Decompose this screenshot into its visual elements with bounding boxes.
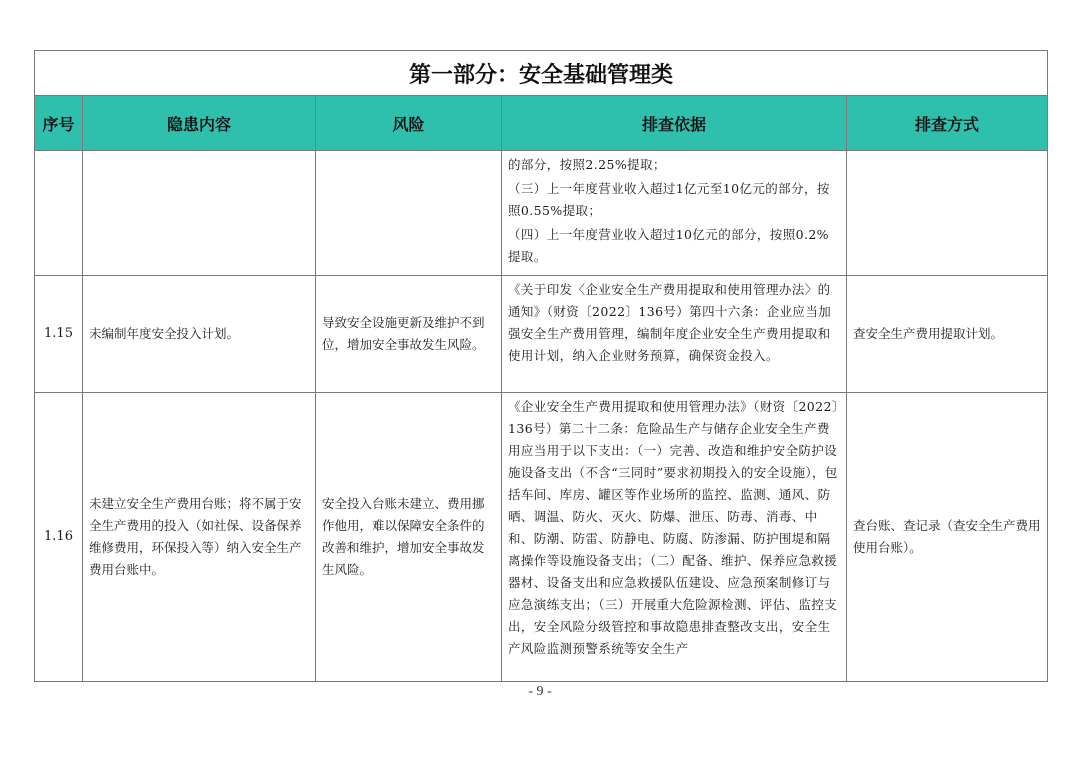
row-number: 1.16: [35, 393, 83, 682]
header-serial: 序号: [35, 96, 83, 151]
header-hazard-content: 隐患内容: [83, 96, 316, 151]
basis-text: [502, 393, 847, 682]
basis-paragraph: 《企业安全生产费用提取和使用管理办法》（财资〔2022〕136号）第二十二条：危险品生产与储存企业安全生产费用应当用于以下支出：（一）完善、改造和维护安全防护设施设备支出（不含“三同时”要求初期投入的安全设施），包括车间、库房、罐区等作业场所的监控、监测、通风、防晒、调温、防火、灭火、防爆、泄压、防毒、消毒、中和、防潮、防雷、防静电、防腐、防渗漏、防护围堤和隔离操作等设施设备支出；（二）配备、维护、保养应急救援器材、设备支出和应急救援队伍建设、应急预案制修订与应急演练支出；（三）开展重大危险源检测、评估、监控支出，安全风险分级管控和事故隐患排查整改支出，安全生产风险监测预警系统等安全生产: [508, 399, 839, 656]
table-row: [35, 151, 1048, 276]
basis-text: [502, 276, 847, 393]
header-risk: 风险: [316, 96, 502, 151]
check-method: 查台账、查记录（查安全生产费用使用台账）。: [847, 393, 1048, 682]
row-number: 1.15: [35, 276, 83, 393]
hazard-content: [83, 151, 316, 276]
table-header-row: [35, 96, 1048, 151]
basis-text: [502, 151, 847, 276]
page-number: - 9 -: [528, 684, 552, 699]
hazard-table: [34, 50, 1048, 682]
basis-paragraph: 的部分，按照2.25%提取；: [508, 157, 666, 172]
risk-text: 安全投入台账未建立、费用挪作他用，难以保障安全条件的改善和维护，增加安全事故发生风险。: [316, 393, 502, 682]
row-number: [35, 151, 83, 276]
basis-paragraph: （三）上一年度营业收入超过1亿元至10亿元的部分，按照0.55%提取；: [508, 181, 830, 218]
header-method: 排查方式: [847, 96, 1048, 151]
risk-text: 导致安全设施更新及维护不到位，增加安全事故发生风险。: [316, 276, 502, 393]
header-basis: 排查依据: [502, 96, 847, 151]
table-row: [35, 276, 1048, 393]
table-title: 第一部分：安全基础管理类: [35, 51, 1048, 96]
basis-paragraph: 《关于印发〈企业安全生产费用提取和使用管理办法〉的通知》（财资〔2022〕136号）第四十六条：企业应当加强安全生产费用管理，编制年度企业安全生产费用提取和使用计划，纳入企业财务预算，确保资金投入。: [508, 282, 832, 363]
check-method: 查安全生产费用提取计划。: [847, 276, 1048, 393]
hazard-content: 未建立安全生产费用台账；将不属于安全生产费用的投入（如社保、设备保养维修费用，环保投入等）纳入安全生产费用台账中。: [83, 393, 316, 682]
check-method: [847, 151, 1048, 276]
table-row: [35, 393, 1048, 682]
hazard-content: 未编制年度安全投入计划。: [83, 276, 316, 393]
risk-text: [316, 151, 502, 276]
basis-paragraph: （四）上一年度营业收入超过10亿元的部分，按照0.2%提取。: [508, 227, 829, 264]
